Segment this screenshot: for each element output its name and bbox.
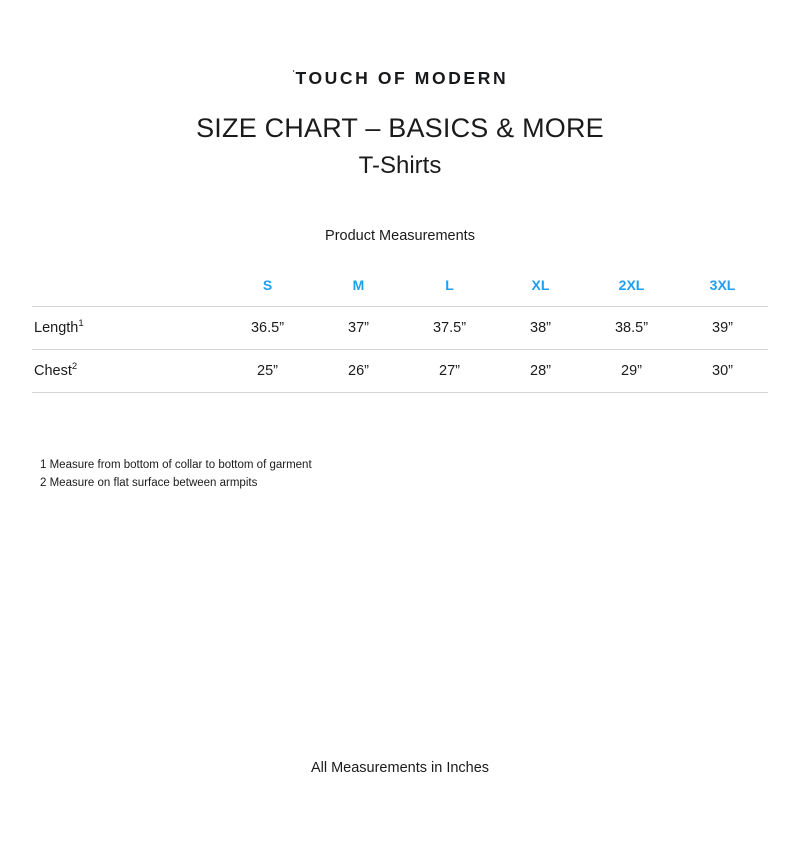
cell-length-xl: 38”	[495, 307, 586, 350]
column-header-2xl: 2XL	[618, 277, 645, 293]
size-chart-page	[0, 68, 800, 868]
column-header-3xl: 3XL	[709, 277, 736, 293]
measurements-table-wrap	[32, 264, 768, 393]
column-header-s: S	[262, 277, 273, 293]
footnote-2: 2 Measure on flat surface between armpits	[40, 476, 258, 489]
brand-tick-mark: ˈ	[291, 69, 296, 81]
footnotes	[40, 457, 800, 493]
cell-length-l: 37.5”	[404, 307, 495, 350]
row-label-chest	[32, 350, 222, 393]
cell-length-3xl: 39”	[677, 307, 768, 350]
footnote-1: 1 Measure from bottom of collar to bottom of garment	[40, 459, 312, 471]
cell-length-2xl: 38.5”	[586, 307, 677, 350]
cell-chest-3xl: 30”	[677, 350, 768, 393]
table-corner-cell	[32, 264, 222, 307]
row-label-length	[32, 307, 222, 350]
page-title: SIZE CHART – BASICS & MORE	[196, 113, 604, 143]
cell-chest-2xl: 29”	[586, 350, 677, 393]
section-label: Product Measurements	[325, 228, 475, 244]
units-note: All Measurements in Inches	[310, 760, 490, 776]
cell-chest-m: 26”	[313, 350, 404, 393]
table-row	[32, 307, 768, 350]
row-label-length-text: Length	[34, 320, 79, 336]
table-header-row	[32, 264, 768, 307]
cell-length-m: 37”	[313, 307, 404, 350]
page-subtitle: T-Shirts	[358, 152, 442, 179]
cell-chest-s: 25”	[222, 350, 313, 393]
measurements-table	[32, 264, 768, 393]
cell-chest-l: 27”	[404, 350, 495, 393]
column-header-l: L	[445, 277, 454, 293]
cell-length-s: 36.5”	[222, 307, 313, 350]
row-label-chest-text: Chest	[34, 363, 72, 379]
cell-chest-xl: 28”	[495, 350, 586, 393]
column-header-m: M	[352, 277, 365, 293]
row-label-length-footnote: 1	[78, 318, 84, 330]
brand-name: TOUCH OF MODERN	[295, 68, 509, 88]
row-label-chest-footnote: 2	[71, 361, 78, 373]
brand-logo	[0, 68, 800, 89]
table-row	[32, 350, 768, 393]
column-header-xl: XL	[531, 277, 550, 293]
